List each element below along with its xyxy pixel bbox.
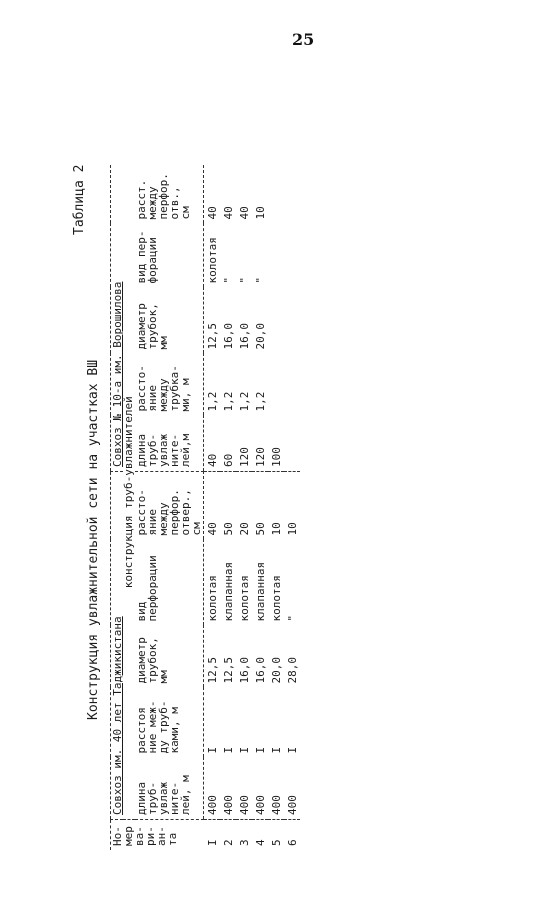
rotated-table-block bbox=[72, 60, 512, 850]
table-cell: 100 bbox=[270, 447, 283, 467]
table-row bbox=[220, 166, 236, 851]
table-cell bbox=[268, 354, 284, 416]
irrigation-network-table bbox=[110, 166, 300, 851]
table-cell: 120 bbox=[254, 447, 267, 467]
table-cell: 40 bbox=[204, 472, 221, 540]
table-cell: 50 bbox=[220, 472, 236, 540]
variant-number: 5 bbox=[268, 820, 284, 851]
table-cell bbox=[284, 166, 300, 224]
column-header-7: рассто- яние между трубка- ми, м bbox=[135, 354, 204, 416]
table-cell: 10 bbox=[284, 472, 300, 540]
table-cell: I bbox=[238, 746, 251, 754]
table-cell: " bbox=[238, 276, 251, 284]
table-cell: колотая bbox=[206, 575, 219, 622]
column-header-3: диаметр трубок, мм bbox=[135, 626, 204, 688]
table-cell: 40 bbox=[238, 206, 251, 220]
table-cell: 40 bbox=[206, 206, 219, 220]
table-cell: 400 bbox=[270, 795, 283, 815]
table-row bbox=[284, 166, 300, 851]
group-header-tajikistan-label: Совхоз им. 40 лет Таджикистана bbox=[111, 616, 124, 815]
table-cell: клапанная bbox=[222, 561, 235, 622]
table-row bbox=[204, 166, 221, 851]
table-title: Конструкция увлажнительной сети на участках ВШ bbox=[86, 359, 101, 720]
column-header-row bbox=[135, 166, 204, 851]
table-row bbox=[252, 166, 268, 851]
table-cell: 400 bbox=[222, 795, 235, 815]
table-cell: 10 bbox=[254, 206, 267, 220]
table-cell: 1,2 bbox=[206, 391, 219, 412]
table-cell: 400 bbox=[286, 795, 299, 815]
table-cell bbox=[268, 224, 284, 288]
variant-number: 2 bbox=[220, 820, 236, 851]
table-cell: 40 bbox=[206, 453, 219, 467]
table-cell: " bbox=[222, 276, 235, 284]
column-header-10: расст. между перфор. отв., см bbox=[135, 166, 204, 224]
table-cell: I bbox=[222, 746, 235, 754]
table-cell: 400 bbox=[254, 795, 267, 815]
table-cell: I bbox=[270, 746, 283, 754]
variant-column-header: Но- мер ва- ри- ан- та bbox=[111, 820, 204, 851]
table-cell: I bbox=[206, 746, 219, 754]
column-header-1: длина труб- увлаж ните- лей, м bbox=[135, 758, 204, 820]
table-cell bbox=[284, 354, 300, 416]
variant-number: 4 bbox=[252, 820, 268, 851]
table-cell bbox=[268, 288, 284, 354]
table-cell: I bbox=[254, 746, 267, 754]
column-header-4: вид перфорации bbox=[135, 540, 204, 626]
table-cell: 28,0 bbox=[286, 657, 299, 684]
table-row bbox=[236, 166, 252, 851]
table-cell: 60 bbox=[222, 453, 235, 467]
variant-number: 3 bbox=[236, 820, 252, 851]
column-header-6: длина труб- увлаж ните- лей,м bbox=[135, 416, 204, 472]
table-cell: 16,0 bbox=[238, 323, 251, 350]
table-cell: колотая bbox=[270, 575, 283, 622]
table-cell: 12,5 bbox=[222, 657, 235, 684]
table-cell: 20,0 bbox=[270, 657, 283, 684]
table-cell: колотая bbox=[206, 237, 219, 284]
page-number: 25 bbox=[292, 30, 315, 49]
table-cell: 40 bbox=[222, 206, 235, 220]
table-cell bbox=[284, 224, 300, 288]
subgroup-header: конструкция труб-увлажнителей bbox=[122, 396, 135, 589]
column-header-8: диаметр трубок, мм bbox=[135, 288, 204, 354]
table-cell: 400 bbox=[206, 795, 219, 815]
table-cell: 16,0 bbox=[238, 657, 251, 684]
table-cell: 1,2 bbox=[238, 391, 251, 412]
table-cell bbox=[284, 416, 300, 472]
variant-number: I bbox=[204, 820, 221, 851]
column-header-9: вид пер- форации bbox=[135, 224, 204, 288]
table-cell: I bbox=[286, 746, 299, 754]
table-cell: 400 bbox=[238, 795, 251, 815]
table-cell: колотая bbox=[238, 575, 251, 622]
variant-number: 6 bbox=[284, 820, 300, 851]
table-body bbox=[204, 166, 301, 851]
table-cell: 1,2 bbox=[254, 391, 267, 412]
table-cell: 20,0 bbox=[254, 323, 267, 350]
table-cell: клапанная bbox=[254, 561, 267, 622]
table-label: Таблица 2 bbox=[72, 164, 87, 235]
table-cell: 1,2 bbox=[222, 391, 235, 412]
group-header-voroshilov-label: Совхоз № 10-а им. Ворошилова bbox=[111, 281, 124, 467]
table-cell: 10 bbox=[268, 472, 284, 540]
table-cell: " bbox=[254, 276, 267, 284]
column-header-5: рассто- яние между перфор. отвер., см bbox=[135, 472, 204, 540]
table-header bbox=[111, 166, 204, 851]
table-cell: 120 bbox=[238, 447, 251, 467]
table-cell: " bbox=[286, 614, 299, 622]
table-cell bbox=[268, 166, 284, 224]
table-row bbox=[268, 166, 284, 851]
table-cell: 16,0 bbox=[222, 323, 235, 350]
table-cell bbox=[284, 288, 300, 354]
table-cell: 12,5 bbox=[206, 657, 219, 684]
column-header-2: расстоя ние меж- ду труб- ками, м bbox=[135, 688, 204, 758]
table-cell: 16,0 bbox=[254, 657, 267, 684]
table-cell: 12,5 bbox=[206, 323, 219, 350]
table-cell: 50 bbox=[252, 472, 268, 540]
table-cell: 20 bbox=[236, 472, 252, 540]
